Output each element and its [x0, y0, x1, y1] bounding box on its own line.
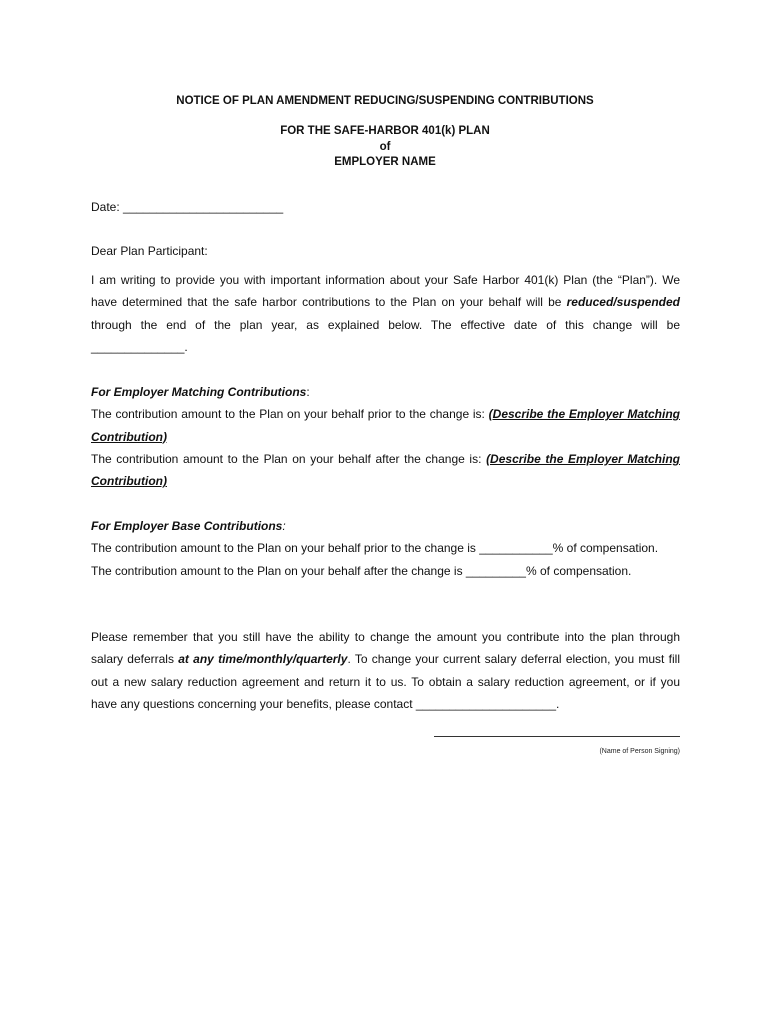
- intro-paragraph: [91, 269, 680, 358]
- intro-text-start: I am writing to provide you with important information about your Safe Harbor 401(k) Plan (the “Plan”). We have determined that the safe harbor contributions to the Plan on your behalf will be: [91, 273, 680, 310]
- matching-after: [91, 448, 680, 493]
- closing-text-end: . To change your current salary deferral election, you must fill out a new salary reduction agreement and return it to us. To obtain a salary reduction agreement, or if you have any questions concerning your benefits, please contact _____________________.: [91, 652, 680, 711]
- matching-heading-colon: :: [306, 385, 310, 399]
- matching-contributions-section: [91, 381, 680, 492]
- matching-prior-text: The contribution amount to the Plan on your behalf prior to the change is:: [91, 407, 489, 422]
- greeting: Dear Plan Participant:: [91, 244, 208, 258]
- subtitle-of: of: [379, 140, 391, 153]
- date-line: Date: ________________________: [91, 200, 284, 214]
- subtitle-plan: FOR THE SAFE-HARBOR 401(k) PLAN: [280, 125, 490, 137]
- base-prior: The contribution amount to the Plan on your behalf prior to the change is ___________% of compensation.: [91, 541, 659, 556]
- subtitle-employer: EMPLOYER NAME: [334, 156, 436, 168]
- base-heading-colon: :: [282, 519, 286, 533]
- matching-heading: [91, 381, 680, 403]
- signature-line: [434, 736, 680, 737]
- signature-caption: (Name of Person Signing): [599, 748, 680, 755]
- closing-paragraph: [91, 626, 680, 715]
- matching-after-text: The contribution amount to the Plan on your behalf after the change is:: [91, 451, 487, 466]
- intro-emphasis: reduced/suspended: [566, 295, 680, 310]
- matching-prior: [91, 403, 680, 448]
- base-heading-text: For Employer Base Contributions: [91, 519, 283, 533]
- matching-heading-text: For Employer Matching Contributions: [91, 385, 307, 399]
- intro-text-end: through the end of the plan year, as explained below. The effective date of this change will be ______________.: [91, 317, 680, 354]
- base-contributions-section: [91, 515, 680, 582]
- matching-prior-placeholder: (Describe the Employer Matching Contribution): [91, 407, 681, 444]
- base-heading: [91, 515, 680, 537]
- closing-emphasis: at any time/monthly/quarterly: [178, 652, 348, 667]
- document-subtitle: [0, 124, 770, 171]
- base-after: The contribution amount to the Plan on your behalf after the change is _________% of compensation.: [91, 563, 632, 578]
- document-title: NOTICE OF PLAN AMENDMENT REDUCING/SUSPENDING CONTRIBUTIONS: [176, 95, 594, 107]
- matching-after-placeholder: (Describe the Employer Matching Contribution): [91, 451, 680, 489]
- closing-text-start: Please remember that you still have the ability to change the amount you contribute into the plan through salary deferrals: [91, 630, 680, 667]
